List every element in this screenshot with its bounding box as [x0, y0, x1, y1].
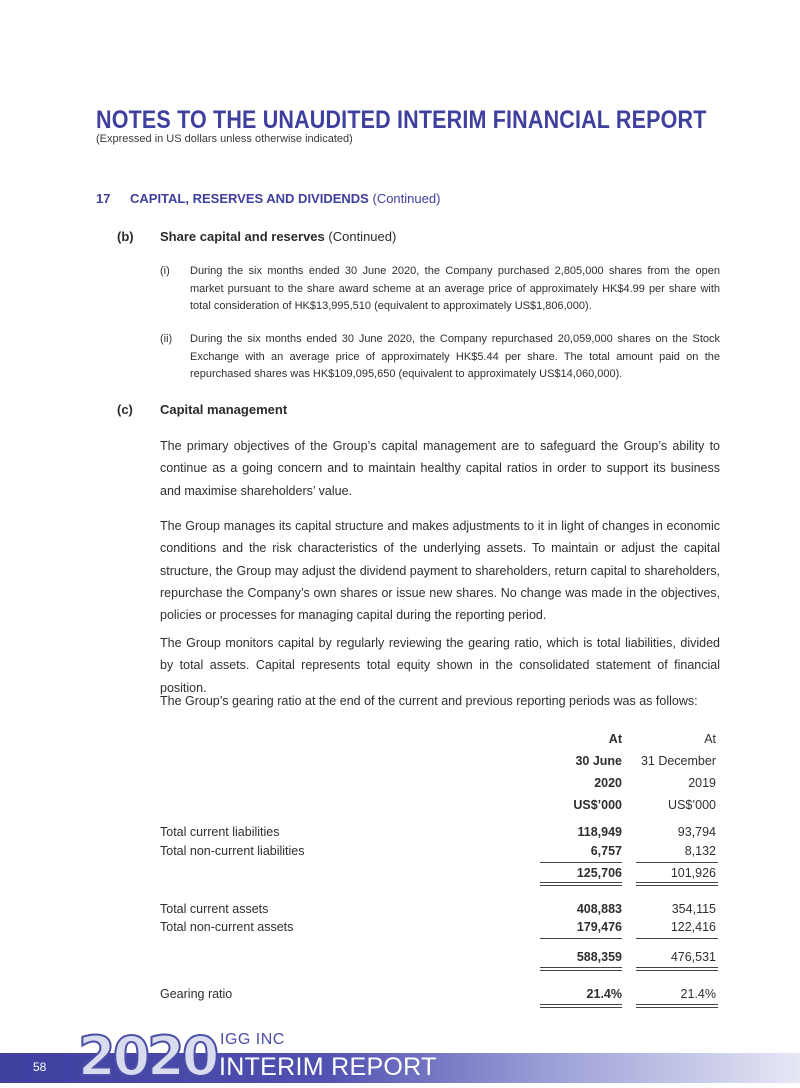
divider	[540, 938, 622, 939]
col2-header-date: 31 December	[640, 754, 716, 768]
page-subtitle: (Expressed in US dollars unless otherwise indicated)	[96, 133, 353, 145]
section-number: 17	[96, 191, 111, 206]
divider	[540, 862, 622, 863]
subsection-b-letter: (b)	[117, 229, 134, 244]
col2-header-unit: US$’000	[668, 798, 716, 812]
table-row-value-2019: 122,416	[670, 920, 716, 934]
paragraph: The Group manages its capital structure and makes adjustments to it in light of changes in economic conditions and the risk characteristics of the underlying assets. To maintain or adjust the capital structure, the Group may adjust the dividend payment to shareholders, return capital to shareholders, repurchase the Company’s own shares or issue new shares. No change was made in the objectives, policies or processes for managing capital during the reporting period.	[160, 519, 720, 623]
subtotal-liabilities-2020: 125,706	[576, 866, 622, 880]
section-continued: (Continued)	[372, 191, 441, 206]
table-row-label: Total non-current assets	[160, 920, 294, 934]
page-footer	[0, 1025, 800, 1088]
list-item-text: During the six months ended 30 June 2020, the Company purchased 2,805,000 shares from the open market pursuant to the share award scheme at an average price of approximately HK$4.99 per share with total consideration of HK$13,995,510 (equivalent to approximately US$1,806,000).	[190, 265, 720, 313]
col1-header-year: 2020	[594, 776, 622, 790]
subsection-c-title: Capital management	[160, 402, 288, 417]
subsection-c-letter: (c)	[117, 402, 133, 417]
col2-header-at: At	[704, 732, 716, 746]
paragraph: The Group monitors capital by regularly reviewing the gearing ratio, which is total liabilities, divided by total assets. Capital represents total equity shown in the consolidated statement of financial position.	[160, 636, 720, 695]
table-row-label: Total current assets	[160, 902, 269, 916]
table-row-value-2019: 93,794	[677, 825, 716, 839]
double-divider	[636, 1004, 718, 1008]
table-row-value-2019: 8,132	[684, 844, 716, 858]
list-item	[160, 263, 720, 316]
subsection-b-continued: (Continued)	[328, 229, 397, 244]
table-row-value-2020: 118,949	[577, 825, 622, 839]
gearing-ratio-2020: 21.4%	[586, 987, 622, 1001]
report-year-logo: 2020	[78, 1025, 217, 1088]
list-item-number: (ii)	[160, 333, 173, 345]
list-item-number: (i)	[160, 265, 170, 277]
list-item	[160, 331, 720, 384]
subtotal-assets-2020: 588,359	[576, 950, 622, 964]
double-divider	[540, 882, 622, 886]
double-divider	[540, 1004, 622, 1008]
page-number: 58	[33, 1060, 47, 1074]
table-row-value-2019: 354,115	[671, 902, 716, 916]
table-row-value-2020: 179,476	[576, 920, 622, 934]
table-row-label: Total non-current liabilities	[160, 844, 305, 858]
subtotal-assets-2019: 476,531	[670, 950, 716, 964]
col1-header-date: 30 June	[575, 754, 622, 768]
paragraph: The Group’s gearing ratio at the end of the current and previous reporting periods was as follows:	[160, 694, 698, 708]
subsection-c-heading	[117, 402, 287, 417]
list-item-text: During the six months ended 30 June 2020, the Company repurchased 20,059,000 shares on the Stock Exchange with an average price of approximately HK$5.44 per share. The total amount paid on the repurchased shares was HK$109,095,650 (equivalent to approximately US$14,060,000).	[190, 333, 720, 381]
subsection-b-title: Share capital and reserves	[160, 229, 325, 244]
table-row-label: Total current liabilities	[160, 825, 280, 839]
table-row-label: Gearing ratio	[160, 987, 233, 1001]
col1-header-at: At	[608, 732, 622, 746]
double-divider	[636, 967, 718, 971]
subtotal-liabilities-2019: 101,926	[670, 866, 716, 880]
report-name: INTERIM REPORT	[219, 1053, 437, 1081]
subsection-b-heading	[117, 229, 396, 244]
gearing-ratio-2019: 21.4%	[680, 987, 716, 1001]
double-divider	[540, 967, 622, 971]
col2-header-year: 2019	[688, 776, 716, 790]
divider	[636, 938, 718, 939]
section-heading	[96, 191, 440, 206]
col1-header-unit: US$’000	[573, 798, 622, 812]
paragraph: The primary objectives of the Group’s capital management are to safeguard the Group’s ability to continue as a going concern and to maintain healthy capital ratios in order to support its business and maximise shareholders’ value.	[160, 439, 720, 498]
double-divider	[636, 882, 718, 886]
page-title: NOTES TO THE UNAUDITED INTERIM FINANCIAL REPORT	[96, 106, 707, 134]
company-name: IGG INC	[220, 1031, 285, 1048]
section-title: CAPITAL, RESERVES AND DIVIDENDS	[130, 191, 369, 206]
table-row-value-2020: 408,883	[576, 902, 622, 916]
table-row-value-2020: 6,757	[590, 844, 622, 858]
divider	[636, 862, 718, 863]
